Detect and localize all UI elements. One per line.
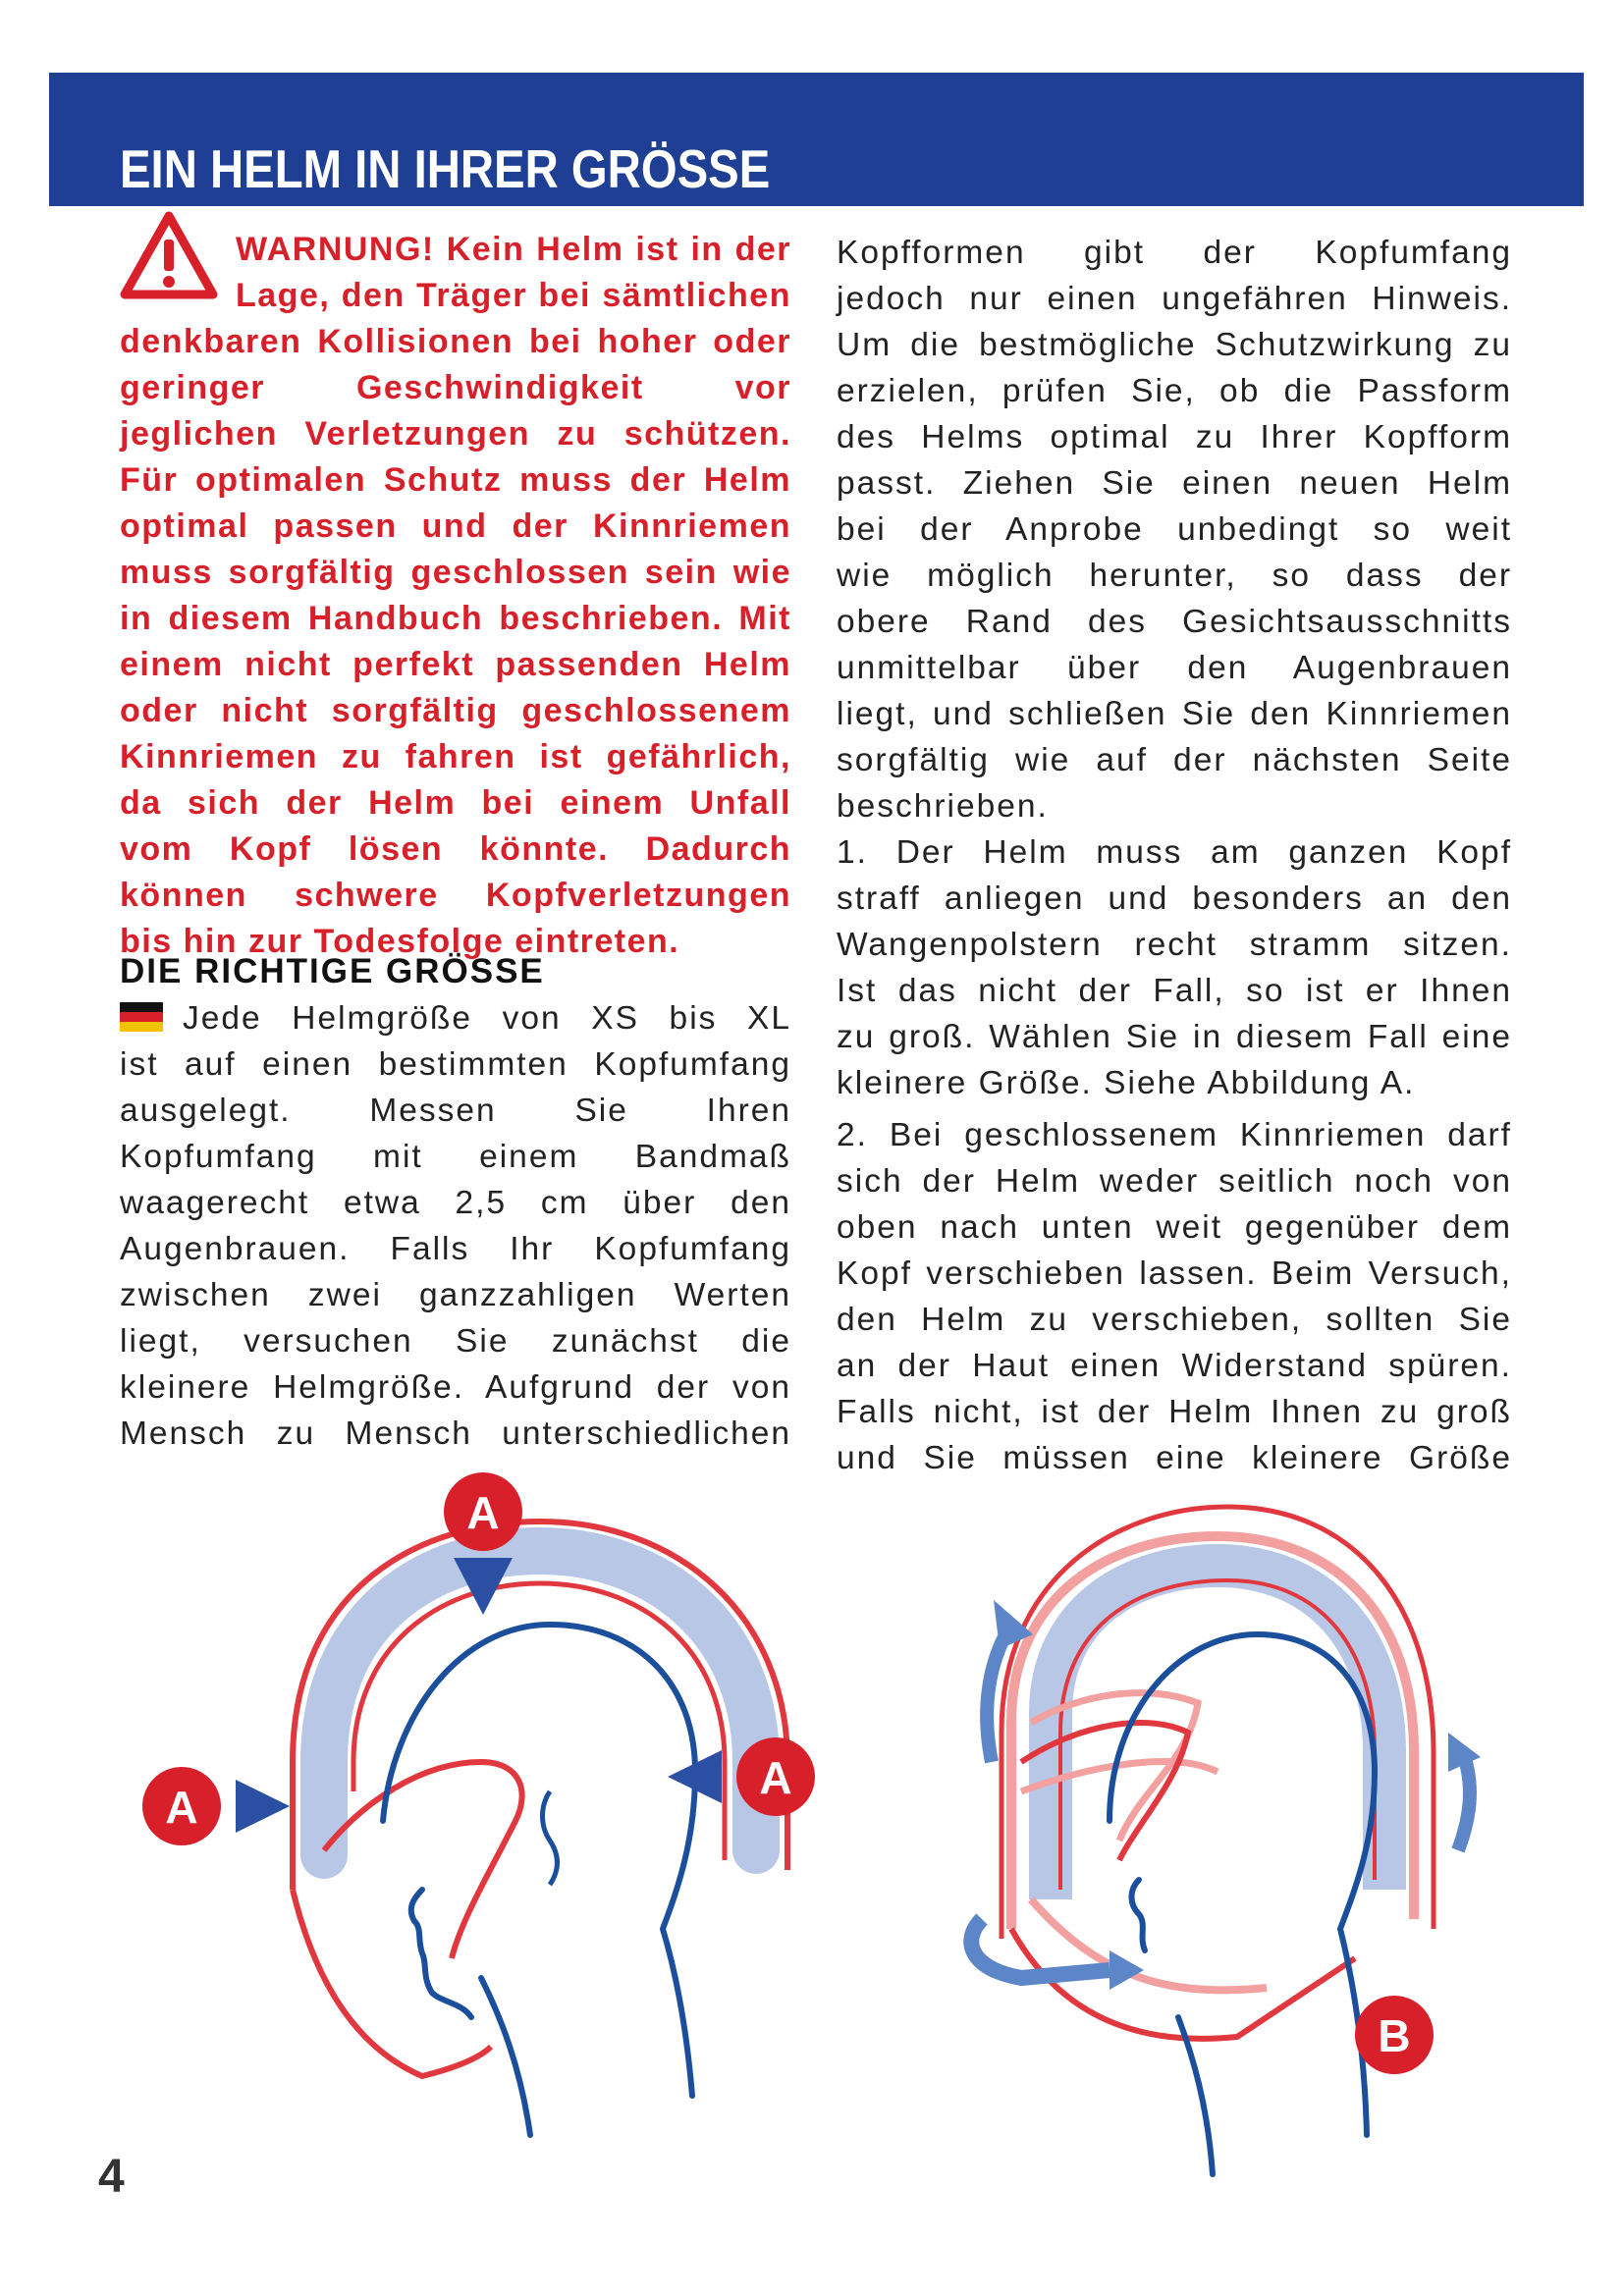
label-a-text: A xyxy=(466,1487,500,1538)
warning-line: Für optimalen Schutz muss der Helm xyxy=(120,461,791,499)
body-line: wie möglich herunter, so dass der xyxy=(837,558,1512,594)
head-outline xyxy=(383,1625,695,2135)
body-line: 1. Der Helm muss am ganzen Kopf xyxy=(837,834,1512,871)
body-line: zu groß. Wählen Sie in diesem Fall eine xyxy=(837,1019,1512,1055)
warning-line: vom Kopf lösen könnte. Dadurch xyxy=(120,830,791,868)
warning-line: Lage, den Träger bei sämtlichen xyxy=(236,277,791,314)
body-line: Kopfumfang mit einem Bandmaß xyxy=(120,1139,791,1175)
label-b-text: B xyxy=(1378,2010,1411,2061)
body-line: jedoch nur einen ungefähren Hinweis. xyxy=(837,281,1512,317)
body-line: 2. Bei geschlossenem Kinnriemen darf xyxy=(837,1117,1512,1153)
warning-line: optimal passen und der Kinnriemen xyxy=(120,507,791,545)
figure-a xyxy=(128,1468,835,2194)
body-line: zwischen zwei ganzzahligen Werten xyxy=(120,1277,791,1313)
rotation-arrow-head xyxy=(1110,1950,1144,1990)
body-line: Mensch zu Mensch unterschiedlichen xyxy=(120,1415,791,1452)
body-line: sorgfältig wie auf der nächsten Seite xyxy=(837,742,1512,778)
body-line: beschrieben. xyxy=(837,788,1049,825)
body-line: Jede Helmgröße von XS bis XL xyxy=(120,995,791,1041)
body-line: obere Rand des Gesichtsausschnitts xyxy=(837,604,1512,640)
right-column xyxy=(837,230,1512,1481)
helmet-chin-guard xyxy=(293,1890,491,2076)
german-flag-icon xyxy=(120,1002,163,1032)
body-line: Um die bestmögliche Schutzwirkung zu xyxy=(837,327,1512,363)
figure-b xyxy=(943,1468,1492,2194)
rotation-arrow-icon xyxy=(1458,1752,1470,1850)
warning-line: denkbaren Kollisionen bei hoher oder xyxy=(120,323,791,360)
body-line: an der Haut einen Widerstand spüren. xyxy=(837,1348,1512,1384)
warning-line: in diesem Handbuch beschrieben. Mit xyxy=(120,600,791,637)
body-line: ausgelegt. Messen Sie Ihren xyxy=(120,1093,791,1129)
body-line: waagerecht etwa 2,5 cm über den xyxy=(120,1185,791,1221)
body-line: des Helms optimal zu Ihrer Kopfform xyxy=(837,419,1512,455)
body-line: Wangenpolstern recht stramm sitzen. xyxy=(837,927,1512,963)
label-a-text: A xyxy=(759,1752,792,1803)
left-column xyxy=(120,995,791,1457)
warning-line: bis hin zur Todesfolge eintreten. xyxy=(120,923,680,960)
body-line: liegt, versuchen Sie zunächst die xyxy=(120,1323,791,1360)
body-line: Ist das nicht der Fall, so ist er Ihnen xyxy=(837,973,1512,1009)
helmet-padding xyxy=(1051,1566,1384,1899)
body-line: kleinere Helmgröße. Aufgrund der von xyxy=(120,1369,791,1406)
body-line: Kopfformen gibt der Kopfumfang xyxy=(837,235,1512,271)
ear-outline xyxy=(543,1791,558,1885)
body-line: kleinere Größe. Siehe Abbildung A. xyxy=(837,1065,1416,1101)
warning-line: muss sorgfältig geschlossen sein wie xyxy=(120,554,791,591)
body-line: erzielen, prüfen Sie, ob die Passform xyxy=(837,373,1512,409)
body-line: und Sie müssen eine kleinere Größe xyxy=(837,1440,1512,1476)
warning-line: oder nicht sorgfältig geschlossenem xyxy=(120,692,791,729)
body-line: ist auf einen bestimmten Kopfumfang xyxy=(120,1046,791,1083)
warning-line: einem nicht perfekt passenden Helm xyxy=(120,646,791,683)
helmet-shell-outer xyxy=(293,1522,787,1890)
body-line: oben nach unten weit gegenüber dem xyxy=(837,1209,1512,1246)
warning-line: Kinnriemen zu fahren ist gefährlich, xyxy=(120,738,791,775)
body-line: den Helm zu verschieben, sollten Sie xyxy=(837,1302,1512,1338)
head-outline xyxy=(1110,1634,1375,2174)
body-line: Kopf verschieben lassen. Beim Versuch, xyxy=(837,1255,1512,1292)
body-line: straff anliegen und besonders an den xyxy=(837,881,1512,917)
warning-block xyxy=(120,227,791,965)
body-line: Augenbrauen. Falls Ihr Kopfumfang xyxy=(120,1231,791,1267)
warning-line: geringer Geschwindigkeit vor xyxy=(120,369,791,406)
warning-line: WARNUNG! Kein Helm ist in der xyxy=(236,231,791,268)
body-line: liegt, und schließen Sie den Kinnriemen xyxy=(837,696,1512,732)
body-line: bei der Anprobe unbedingt so weit xyxy=(837,511,1512,548)
warning-label: WARNUNG! xyxy=(236,231,435,268)
warning-line: können schwere Kopfverletzungen xyxy=(120,877,791,914)
body-line: Falls nicht, ist der Helm Ihnen zu groß xyxy=(837,1394,1512,1430)
label-a-text: A xyxy=(165,1782,198,1833)
page-title: EIN HELM IN IHRER GRÖSSE xyxy=(120,138,771,199)
page-number: 4 xyxy=(98,2151,125,2203)
section-heading: DIE RICHTIGE GRÖSSE xyxy=(120,952,545,990)
arrow-right-icon xyxy=(236,1780,290,1833)
warning-line: da sich der Helm bei einem Unfall xyxy=(120,784,791,822)
body-line: unmittelbar über den Augenbrauen xyxy=(837,650,1512,686)
body-line: passt. Ziehen Sie einen neuen Helm xyxy=(837,465,1512,502)
body-line: sich der Helm weder seitlich noch von xyxy=(837,1163,1512,1200)
warning-line: jeglichen Verletzungen zu schützen. xyxy=(120,415,791,453)
